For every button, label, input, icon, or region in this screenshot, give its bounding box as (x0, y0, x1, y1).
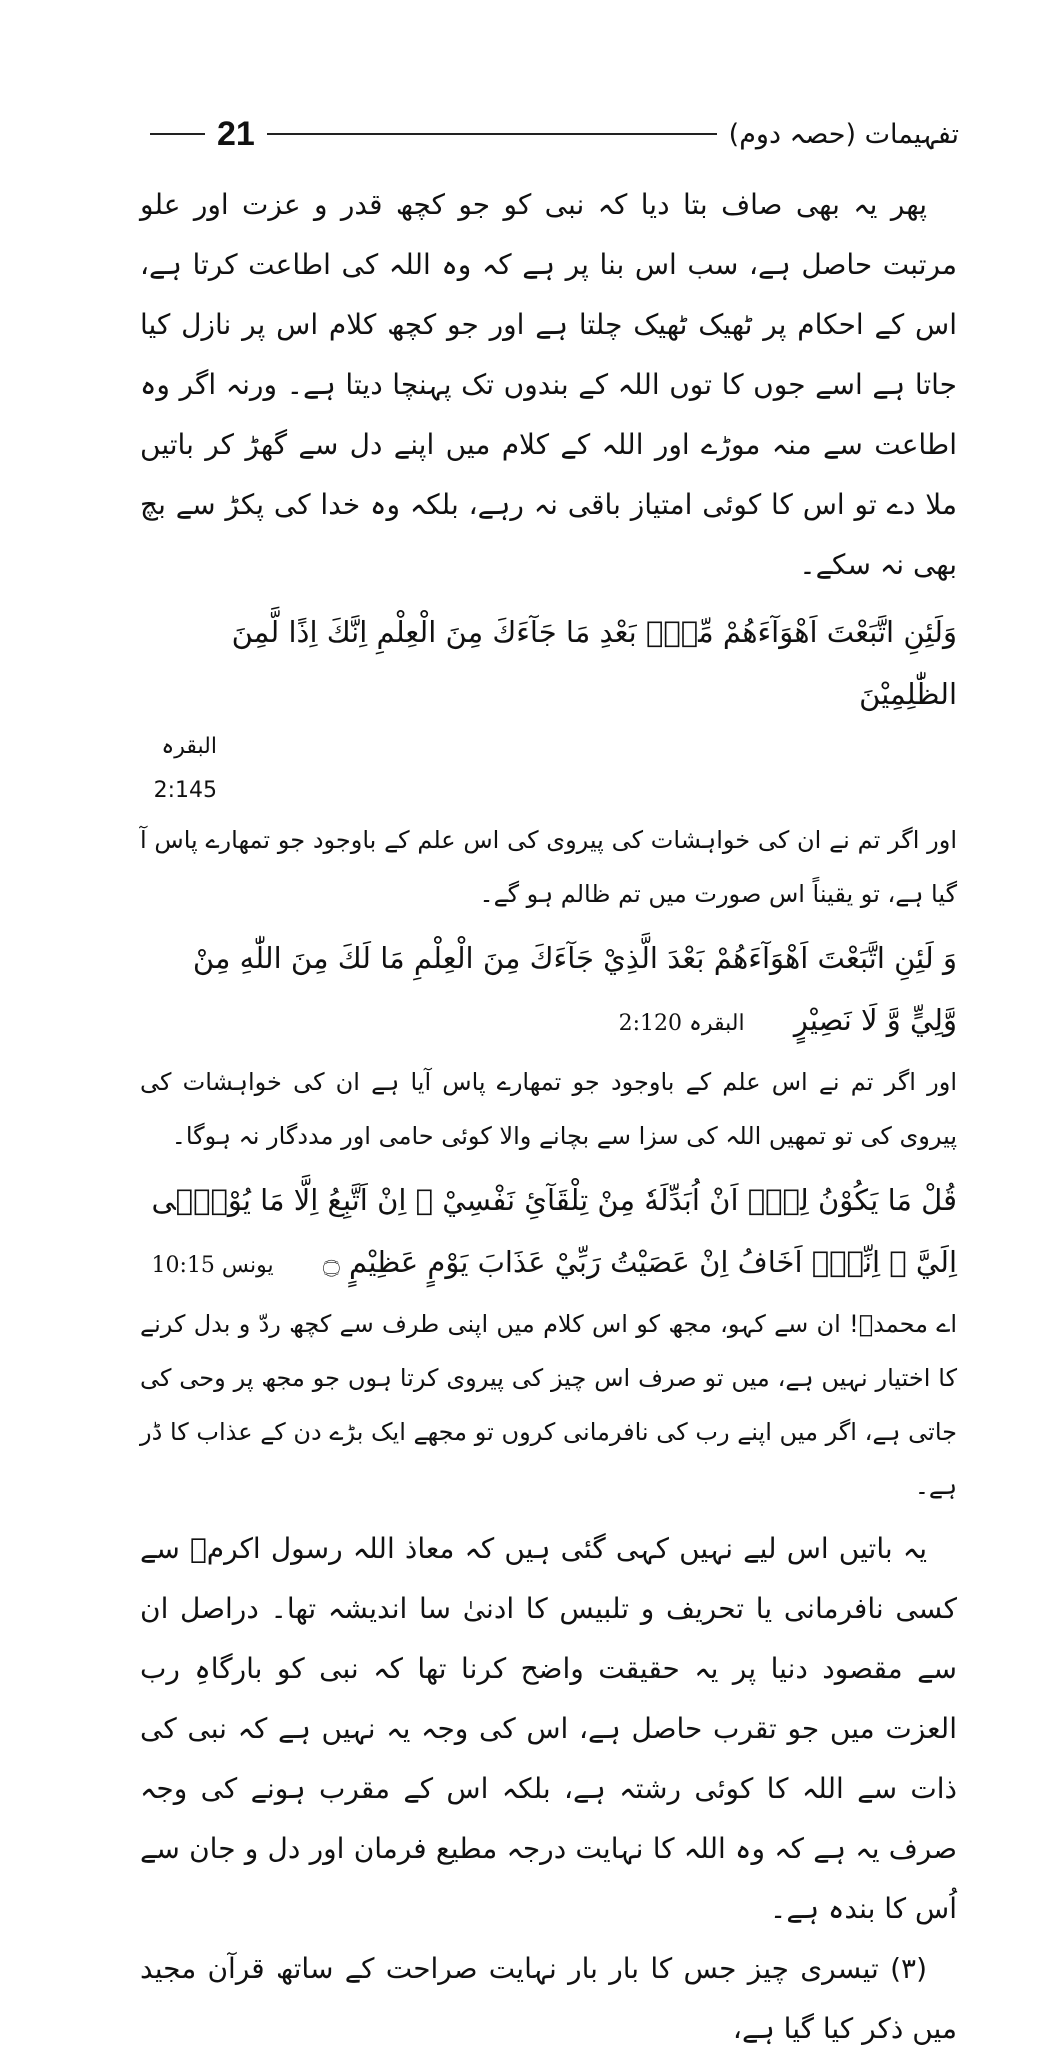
paragraph-3: (۳) تیسری چیز جس کا بار بار نہایت صراحت کے ساتھ قرآن مجید میں ذکر کیا گیا ہے، (140, 1952, 957, 2045)
verse-translation-3: اے محمدؐ! ان سے کہو، مجھ کو اس کلام میں اپنی طرف سے کچھ ردّ و بدل کرنے کا اختیار نہیں ہے، میں تو صرف اس چیز کی پیروی کرتا ہوں جو مجھ پر وحی کی جاتی ہے، اگر میں اپنے رب کی نافرمانی کروں تو مجھے ایک بڑے دن کے عذاب کا ڈر ہے۔ (140, 1310, 957, 1500)
header-rule-right (267, 133, 717, 135)
paragraph-2: یہ باتیں اس لیے نہیں کہی گئی ہیں کہ معاذ اللہ رسول اکرمؐ سے کسی نافرمانی یا تحریف و تلبیس کا ادنیٰ سا اندیشہ تھا۔ دراصل ان سے مقصود دنیا پر یہ حقیقت واضح کرنا تھا کہ نبی کو بارگاہِ رب العزت میں جو تقرب حاصل ہے، اس کی وجہ یہ نہیں ہے کہ نبی کی ذات سے اللہ کا کوئی رشتہ ہے، بلکہ اس کے مقرب ہونے کی وجہ صرف یہ ہے کہ وہ اللہ کا نہایت درجہ مطیع فرمان اور دل و جان سے اُس کا بندہ ہے۔ (140, 1532, 958, 1925)
verse-reference-1: البقرہ 2:145 (153, 734, 217, 803)
quran-verse-2-text: وَ لَئِنِ اتَّبَعْتَ اَهْوَآءَهُمْ بَعْدَ الَّذِيْ جَآءَكَ مِنَ الْعِلْمِ مَا لَكَ مِنَ اللّٰهِ مِنْ وَّلِيٍّ وَّ لَا نَصِيْرٍ (192, 941, 957, 1037)
quran-verse-3-text: قُلْ مَا يَكُوْنُ لِيْۤ اَنْ اُبَدِّلَهٗ مِنْ تِلْقَآئِ نَفْسِيْ ۚ اِنْ اَتَّبِعُ اِلَّا مَا يُوْحٰۤى اِلَيَّ ۚ اِنِّيْۤ اَخَافُ اِنْ عَصَيْتُ رَبِّيْ عَذَابَ يَوْمٍ عَظِيْمٍ ۝ (151, 1183, 957, 1279)
page-body (140, 175, 957, 2059)
verse-reference-2: البقرہ 2:120 (618, 1011, 745, 1036)
paragraph-1: پھر یہ بھی صاف بتا دیا کہ نبی کو جو کچھ قدر و عزت اور علو مرتبت حاصل ہے، سب اس بنا پر ہے کہ وہ اللہ کی اطاعت کرتا ہے، اس کے احکام پر ٹھیک ٹھیک چلتا ہے اور جو کچھ کلام اس پر نازل کیا جاتا ہے اسے جوں کا توں اللہ کے بندوں تک پہنچا دیتا ہے۔ ورنہ اگر وہ اطاعت سے منہ موڑے اور اللہ کے کلام میں اپنے دل سے گھڑ کر باتیں ملا دے تو اس کا کوئی امتیاز باقی نہ رہے، بلکہ وہ خدا کی پکڑ سے بچ بھی نہ سکے۔ (140, 188, 957, 581)
header-rule-left (150, 133, 205, 135)
verse-translation-1: اور اگر تم نے ان کی خواہشات کی پیروی کی اس علم کے باوجود جو تمھارے پاس آ گیا ہے، تو یقیناً اس صورت میں تم ظالم ہو گے۔ (140, 826, 957, 908)
verse-reference-3: یونس 10:15 (151, 1253, 274, 1278)
quran-verse-1: وَلَئِنِ اتَّبَعْتَ اَهْوَآءَهُمْ مِّنْۢ بَعْدِ مَا جَآءَكَ مِنَ الْعِلْمِ اِنَّكَ اِذًا لَّمِنَ الظّٰلِمِيْنَ (231, 615, 957, 711)
running-title: تفہیمات (حصہ دوم) (728, 118, 959, 150)
page-number: 21 (217, 114, 255, 153)
page-header (150, 112, 959, 156)
quran-verse-3 (140, 1169, 957, 1297)
verse-translation-2: اور اگر تم نے اس علم کے باوجود جو تمھارے پاس آیا ہے ان کی خواہشات کی پیروی کی تو تمھیں اللہ کی سزا سے بچانے والا کوئی حامی اور مددگار نہ ہوگا۔ (140, 1068, 957, 1150)
quran-verse-2 (140, 927, 957, 1055)
